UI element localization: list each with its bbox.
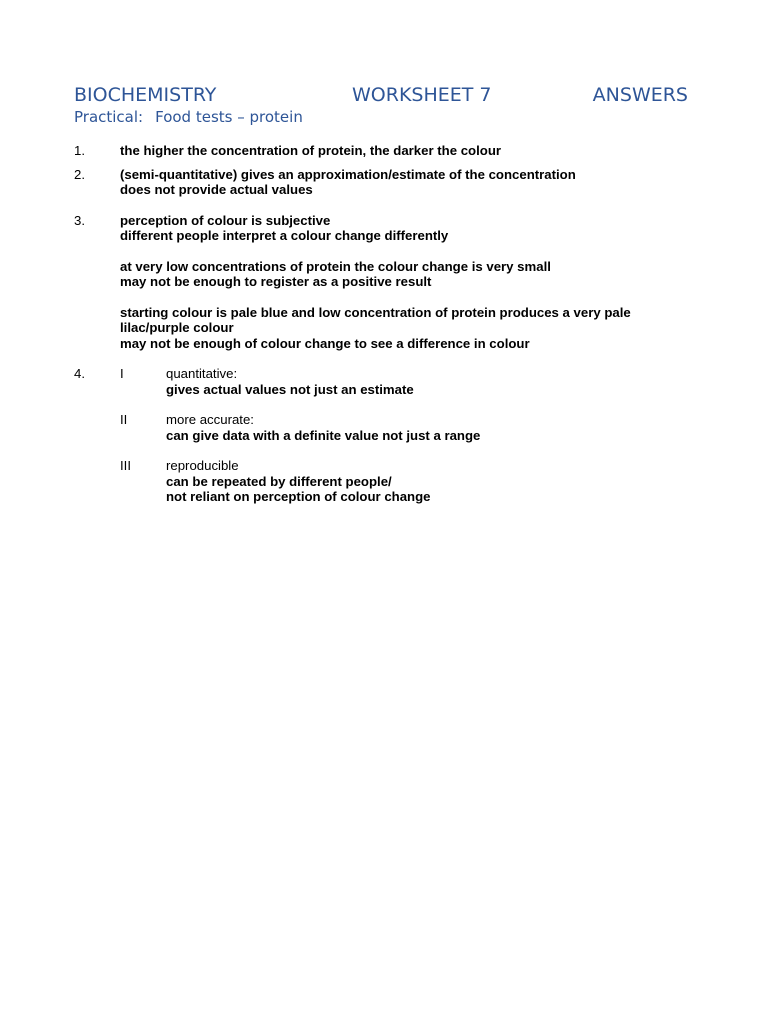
answer-text: different people interpret a colour change differently [120,228,449,243]
roman-numeral: III [120,458,131,473]
answers-list [74,143,694,505]
answer-text: starting colour is pale blue and low concentration of protein produces a very pale [120,304,631,320]
answer-4-item-i [120,366,694,397]
answer-number: 2. [74,166,85,182]
answer-4-item-ii [120,412,694,443]
answer-text: does not provide actual values [120,182,313,197]
subtitle-label: Practical: [74,108,144,126]
answer-number: 4. [74,366,85,381]
answer-3 [74,213,694,352]
subtitle-topic: Food tests – protein [155,108,303,126]
roman-numeral: II [120,412,128,427]
header-worksheet-number: WORKSHEET 7 [352,84,492,106]
answer-2 [74,167,694,198]
item-heading: quantitative: [166,366,238,381]
item-heading: reproducible [166,458,239,473]
answer-number: 3. [74,212,85,228]
answer-text: (semi-quantitative) gives an approximation/estimate of the concentration [120,166,576,182]
answer-text: the higher the concentration of protein, the darker the colour [120,143,502,158]
answer-4-item-iii [120,458,694,505]
item-text: not reliant on perception of colour change [166,489,431,504]
answer-text: at very low concentrations of protein the colour change is very small [120,258,551,274]
answer-number: 1. [74,143,85,158]
answer-4 [74,366,694,505]
header-answers: ANSWERS [592,84,688,106]
item-text: can give data with a definite value not just a range [166,427,481,443]
worksheet-header [74,82,688,108]
roman-numeral: I [120,366,124,381]
answer-1 [74,143,694,159]
answer-text: may not be enough to register as a positive result [120,274,432,289]
practical-subtitle [74,107,303,127]
answer-text: may not be enough of colour change to see a difference in colour [120,335,530,351]
item-heading: more accurate: [166,412,254,427]
header-subject: BIOCHEMISTRY [74,84,217,106]
answer-text: lilac/purple colour [120,320,234,335]
item-text: gives actual values not just an estimate [166,381,414,397]
answer-text: perception of colour is subjective [120,212,331,228]
item-text: can be repeated by different people/ [166,473,392,489]
